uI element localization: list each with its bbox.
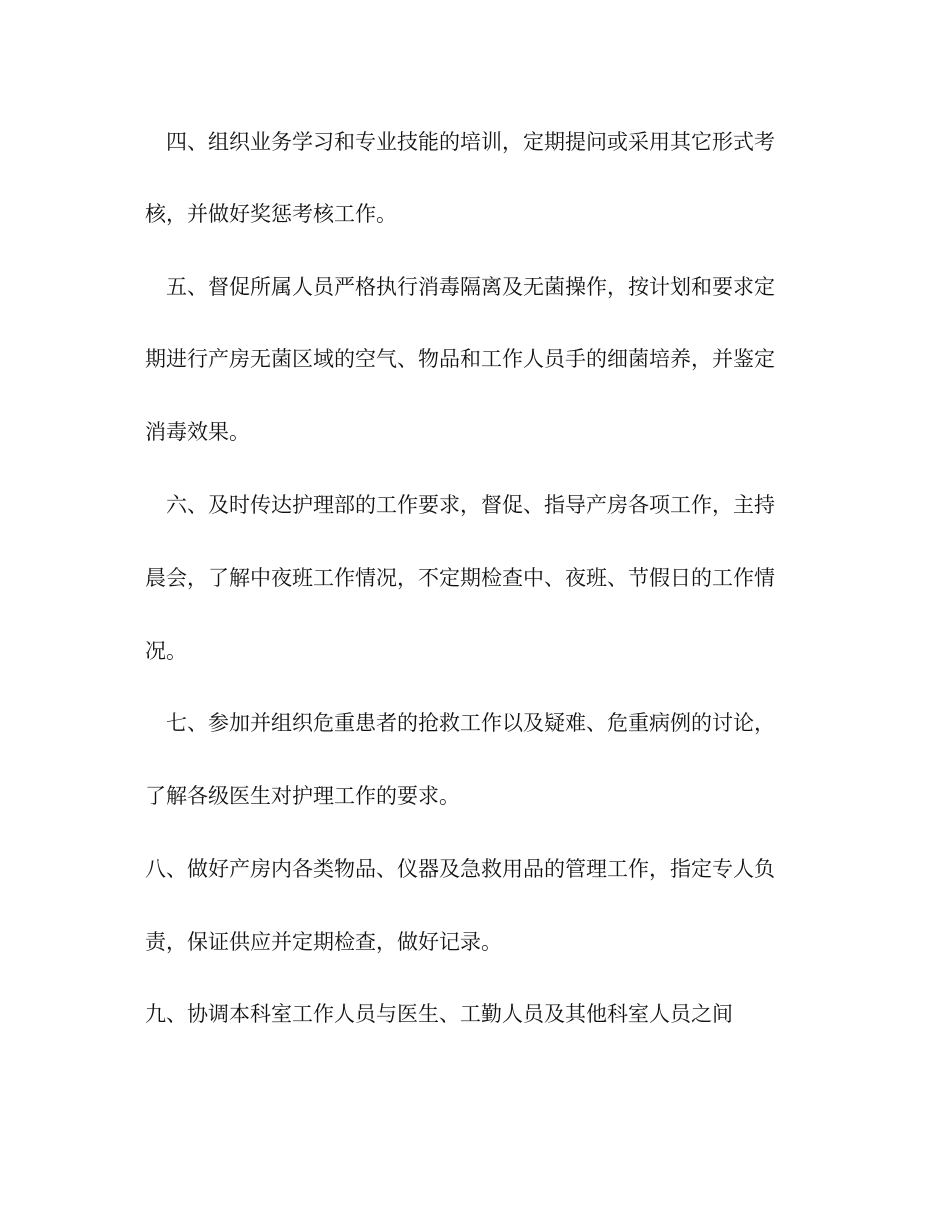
paragraph-8-line-1: 八、做好产房内各类物品、仪器及急救用品的管理工作，指定专人负	[145, 857, 775, 881]
paragraph-4-line-1: 四、组织业务学习和专业技能的培训，定期提问或采用其它形式考	[166, 130, 775, 154]
paragraph-5-line-1: 五、督促所属人员严格执行消毒隔离及无菌操作，按计划和要求定	[166, 275, 775, 299]
paragraph-4-line-2: 核，并做好奖惩考核工作。	[145, 202, 397, 226]
paragraph-6-line-1: 六、及时传达护理部的工作要求，督促、指导产房各项工作，主持	[166, 493, 775, 517]
paragraph-6-line-2: 晨会，了解中夜班工作情况，不定期检查中、夜班、节假日的工作情	[145, 566, 775, 590]
paragraph-8-line-2: 责，保证供应并定期检查，做好记录。	[145, 930, 502, 954]
paragraph-5-line-3: 消毒效果。	[145, 420, 250, 444]
paragraph-7-line-1: 七、参加并组织危重患者的抢救工作以及疑难、危重病例的讨论，	[166, 711, 775, 735]
paragraph-6-line-3: 况。	[145, 639, 187, 663]
paragraph-7-line-2: 了解各级医生对护理工作的要求。	[145, 784, 460, 808]
paragraph-5-line-2: 期进行产房无菌区域的空气、物品和工作人员手的细菌培养，并鉴定	[145, 347, 775, 371]
paragraph-9-line-1: 九、协调本科室工作人员与医生、工勤人员及其他科室人员之间	[145, 1002, 733, 1026]
